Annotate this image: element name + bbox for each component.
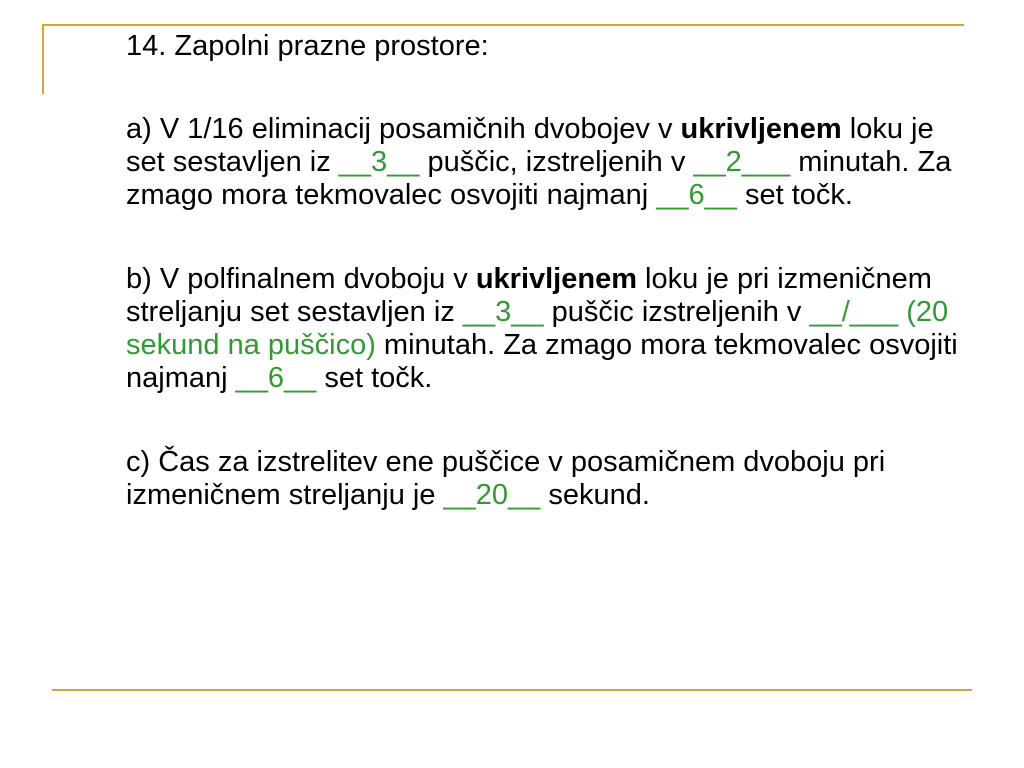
paragraph-b-text-5: set točk. [316, 362, 433, 394]
paragraph-c [126, 446, 976, 512]
paragraph-a-text-3: puščic, izstreljenih v [419, 146, 694, 178]
paragraph-b-bold-term: ukrivljenem [475, 263, 637, 295]
paragraph-c-text-1: c) Čas za izstrelitev ene puščice v posamičnem dvoboju pri izmeničnem streljanju je [126, 446, 886, 511]
paragraph-a-bold-term: ukrivljenem [680, 113, 842, 145]
paragraph-b [126, 263, 976, 395]
top-divider-line [42, 24, 964, 26]
paragraph-a-answer-1: __3__ [338, 146, 420, 178]
paragraph-c-text-2: sekund. [540, 479, 650, 511]
paragraph-b-answer-1: __3__ [462, 296, 544, 328]
paragraph-a-text-5: set točk. [736, 179, 853, 211]
paragraph-b-answer-2: __/___ (20 sekund na puščico) [126, 296, 949, 361]
paragraph-a-answer-3: __6__ [656, 179, 737, 211]
slide-body [126, 30, 976, 512]
left-accent-line [42, 24, 44, 94]
paragraph-b-text-4: minutah. Za zmago mora tekmovalec osvojiti najmanj [126, 329, 958, 394]
paragraph-b-answer-3: __6__ [235, 362, 317, 394]
paragraph-a-text-1: a) V 1/16 eliminacij posamičnih dvobojev v [126, 113, 681, 145]
paragraph-a-text-4: minutah. Za zmago mora tekmovalec osvojiti najmanj [126, 146, 952, 211]
paragraph-a [126, 113, 976, 212]
question-heading: 14. Zapolni prazne prostore: [126, 30, 489, 62]
paragraph-a-text-2: loku je set sestavljen iz [126, 113, 934, 178]
paragraph-a-answer-2: __2___ [693, 146, 791, 178]
bottom-divider-line [52, 689, 972, 691]
paragraph-b-text-1: b) V polfinalnem dvoboju v [126, 263, 476, 295]
paragraph-b-text-2: loku je pri izmeničnem streljanju set sestavljen iz [126, 263, 932, 328]
paragraph-b-text-3: puščic izstreljenih v [543, 296, 810, 328]
paragraph-c-answer-1: __20__ [443, 479, 541, 511]
